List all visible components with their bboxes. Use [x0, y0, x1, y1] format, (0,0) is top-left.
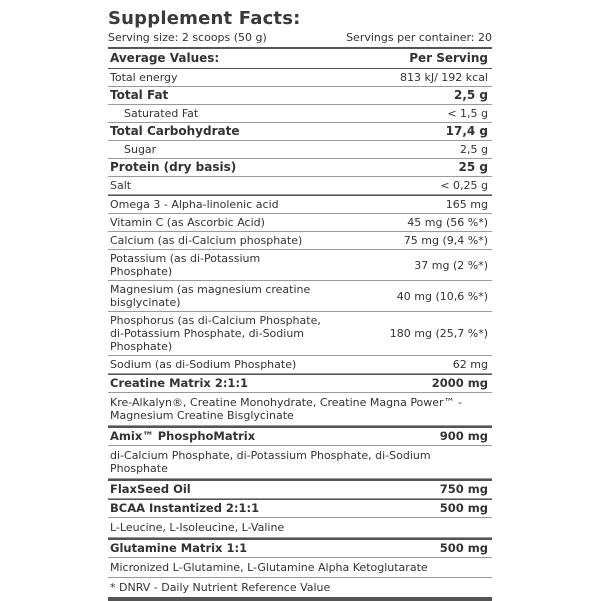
nutrient-label: Salt [110, 179, 132, 192]
micro-label: Calcium (as di-Calcium phosphate) [110, 234, 303, 247]
header-left: Average Values: [110, 51, 220, 65]
nutrient-label: Protein (dry basis) [110, 160, 237, 174]
blend-row [108, 426, 492, 446]
micro-row [108, 312, 492, 356]
blend-value: 900 mg [439, 429, 488, 443]
micro-row [108, 214, 492, 232]
blend-ingredients: L-Leucine, L-Isoleucine, L-Valine [108, 518, 492, 538]
blend-value: 500 mg [439, 501, 488, 515]
nutrient-value: 17,4 g [445, 124, 488, 138]
nutrient-label: Sugar [124, 143, 157, 156]
micro-value: 40 mg (10,6 %*) [396, 289, 488, 303]
micro-value: 75 mg (9,4 %*) [403, 234, 488, 247]
blend-ingredients: Micronized L-Glutamine, L-Glutamine Alpha Ketoglutarate [108, 558, 492, 578]
micro-row [108, 195, 492, 214]
micro-label: Vitamin C (as Ascorbic Acid) [110, 216, 265, 229]
micro-value: 45 mg (56 %*) [407, 216, 488, 229]
nutrient-row [108, 159, 492, 177]
nutrient-value: 813 kJ/ 192 kcal [399, 71, 488, 84]
nutrient-label: Saturated Fat [124, 107, 199, 120]
nutrient-label: Total energy [110, 71, 178, 84]
blend-name: FlaxSeed Oil [110, 482, 191, 496]
footnote: * DNRV - Daily Nutrient Reference Value [108, 578, 492, 599]
blend-row [108, 374, 492, 393]
micro-label: Phosphorus (as di-Calcium Phosphate, di-Potassium Phosphate, di-Sodium Phosphate) [110, 314, 321, 353]
micro-value: 37 mg (2 %*) [414, 258, 488, 272]
servings-per-container: Servings per container: 20 [346, 31, 492, 44]
micro-row [108, 232, 492, 250]
blend-ingredients: di-Calcium Phosphate, di-Potassium Phosphate, di-Sodium Phosphate [108, 446, 492, 479]
blend-value: 500 mg [439, 541, 488, 555]
nutrient-value: < 1,5 g [447, 107, 488, 120]
facts-table [108, 47, 492, 601]
nutrient-value: 25 g [458, 160, 488, 174]
micro-value: 62 mg [452, 358, 488, 371]
nutrient-row [108, 123, 492, 141]
micro-label: Omega 3 - Alpha-linolenic acid [110, 198, 279, 211]
micro-label: Sodium (as di-Sodium Phosphate) [110, 358, 297, 371]
micro-value: 165 mg [445, 198, 488, 211]
blend-row [108, 499, 492, 518]
blend-ingredients: Kre-Alkalyn®, Creatine Monohydrate, Creatine Magna Power™ - Magnesium Creatine Bisglycinate [108, 393, 492, 426]
panel-title: Supplement Facts: [108, 8, 301, 29]
micro-row [108, 356, 492, 374]
supplement-facts-panel [108, 8, 492, 601]
nutrient-row [108, 87, 492, 105]
nutrient-label: Total Carbohydrate [110, 124, 240, 138]
nutrient-value: 2,5 g [453, 88, 488, 102]
micro-row [108, 250, 492, 281]
header-right: Per Serving [409, 51, 488, 65]
serving-size: Serving size: 2 scoops (50 g) [108, 31, 267, 44]
nutrient-label: Total Fat [110, 88, 169, 102]
nutrient-row [108, 69, 492, 87]
table-header [108, 49, 492, 69]
blend-row [108, 538, 492, 558]
nutrient-row [108, 141, 492, 159]
blend-name: Creatine Matrix 2:1:1 [110, 376, 249, 390]
nutrient-value: 2,5 g [460, 143, 488, 156]
nutrient-row [108, 105, 492, 123]
blend-name: BCAA Instantized 2:1:1 [110, 501, 260, 515]
nutrient-value: < 0,25 g [440, 179, 488, 192]
micro-value: 180 mg (25,7 %*) [389, 327, 488, 340]
blend-value: 2000 mg [431, 376, 488, 390]
blend-row [108, 479, 492, 499]
serving-info [108, 31, 492, 47]
blend-name: Glutamine Matrix 1:1 [110, 541, 248, 555]
blend-name: Amix™ PhosphoMatrix [110, 429, 256, 443]
micro-label: Potassium (as di-Potassium Phosphate) [110, 252, 261, 278]
micro-label: Magnesium (as magnesium creatine bisglycinate) [110, 283, 311, 309]
micro-row [108, 281, 492, 312]
blend-value: 750 mg [439, 482, 488, 496]
nutrient-row [108, 177, 492, 195]
